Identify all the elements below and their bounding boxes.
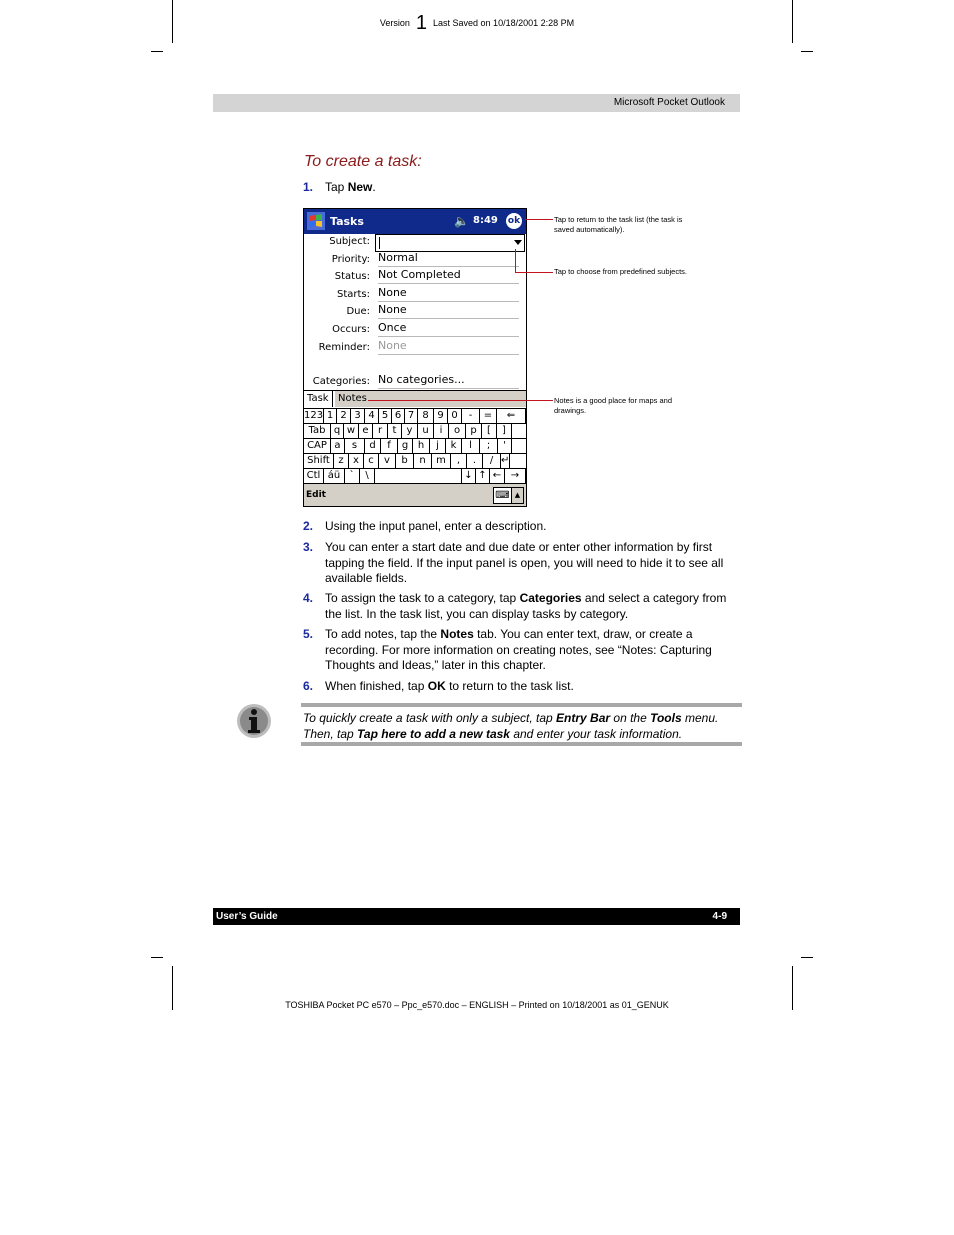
keyboard-key[interactable]: 0 xyxy=(448,409,462,423)
step-1 xyxy=(303,180,743,196)
starts-field[interactable]: None xyxy=(378,286,519,302)
keyboard-key[interactable]: ⇐ xyxy=(497,409,526,423)
field-label-categories: Categories: xyxy=(312,376,370,387)
callout-ok: Tap to return to the task list (the task is saved automatically). xyxy=(554,215,683,234)
keyboard-key[interactable]: - xyxy=(462,409,480,423)
step-number: 6. xyxy=(303,679,314,693)
keyboard-key[interactable]: z xyxy=(334,454,349,468)
priority-field[interactable]: Normal xyxy=(378,251,519,267)
keyboard-key[interactable]: 8 xyxy=(418,409,434,423)
keyboard-row xyxy=(304,409,526,424)
step-3 xyxy=(303,540,743,587)
field-label-starts: Starts: xyxy=(336,289,370,300)
footer-bar xyxy=(213,908,740,925)
keyboard-key[interactable]: k xyxy=(446,439,462,453)
callout-line xyxy=(515,272,553,273)
step-text xyxy=(325,591,743,622)
keyboard-key[interactable]: v xyxy=(379,454,396,468)
text-run: To assign the task to a category, tap xyxy=(325,591,520,605)
field-label-status: Status: xyxy=(334,271,370,282)
running-title: Microsoft Pocket Outlook xyxy=(613,97,725,108)
keyboard-key[interactable]: i xyxy=(434,424,449,438)
step-5 xyxy=(303,627,743,674)
step-text xyxy=(325,679,743,695)
keyboard-row xyxy=(304,454,526,469)
section-title: To create a task: xyxy=(304,153,422,170)
keyboard-key[interactable]: c xyxy=(364,454,379,468)
text-bold: OK xyxy=(427,679,446,693)
crop-mark xyxy=(801,957,813,958)
running-header xyxy=(213,94,740,112)
tab-notes[interactable]: Notes xyxy=(335,391,371,407)
due-field[interactable]: None xyxy=(378,303,519,319)
keyboard-key[interactable]: a xyxy=(331,439,345,453)
info-icon xyxy=(236,703,272,739)
ppc-tab-strip xyxy=(304,390,526,408)
step-text xyxy=(325,519,743,535)
keyboard-key[interactable]: Ctl xyxy=(304,469,324,483)
keyboard-key[interactable]: u xyxy=(418,424,434,438)
keyboard-key[interactable]: . xyxy=(467,454,483,468)
chevron-down-icon[interactable] xyxy=(514,240,522,245)
text-run: When finished, tap xyxy=(325,679,428,693)
keyboard-key[interactable]: 123 xyxy=(304,410,324,421)
step-text: . xyxy=(372,180,376,194)
step-number: 3. xyxy=(303,540,314,554)
text-run: You can enter a start date and due date or enter other information by first tapping the field. If the input panel is open, you will need to hide it to see all available fields. xyxy=(325,540,724,585)
keyboard-key[interactable]: w xyxy=(344,424,359,438)
text-bold: Notes xyxy=(440,627,474,641)
windows-flag-icon[interactable] xyxy=(307,212,325,230)
text-bold: Tap here to add a new task xyxy=(357,727,510,741)
note-rule xyxy=(301,742,742,746)
text-run: Using the input panel, enter a description. xyxy=(325,519,547,533)
version-number: 1 xyxy=(415,12,428,34)
text-run: To quickly create a task with only a subject, tap xyxy=(303,711,557,725)
keyboard-key[interactable]: ` xyxy=(345,469,360,483)
text-run: tab. You can enter text, draw, or create a recording. For more information on creating notes, see “Notes: Capturing Thoughts and Ideas,” later in this chapter. xyxy=(325,627,712,672)
version-label: Version xyxy=(379,18,410,28)
tab-task[interactable]: Task xyxy=(304,391,333,407)
step-6 xyxy=(303,679,743,695)
keyboard-key[interactable]: b xyxy=(396,454,414,468)
keyboard-key[interactable]: ↓ xyxy=(462,469,476,483)
keyboard-row xyxy=(304,424,526,439)
callout-line xyxy=(368,400,553,401)
step-number: 2. xyxy=(303,519,314,533)
keyboard-key[interactable]: = xyxy=(480,409,497,423)
ok-button[interactable]: ok xyxy=(506,213,522,229)
field-label-reminder: Reminder: xyxy=(318,342,370,353)
keyboard-key[interactable]: → xyxy=(505,469,526,483)
keyboard-key[interactable]: CAP xyxy=(304,439,331,453)
text-run: To add notes, tap the xyxy=(325,627,441,641)
keyboard-key[interactable]: s xyxy=(345,439,365,453)
text-run: and select a category from the list. In the task list, you can display tasks by category. xyxy=(325,591,727,621)
keyboard-key[interactable]: Tab xyxy=(304,424,331,438)
speaker-icon[interactable]: 🔈 xyxy=(454,214,469,228)
text-run: and enter your task information. xyxy=(509,727,683,741)
soft-keyboard xyxy=(304,408,526,483)
field-label-priority: Priority: xyxy=(331,254,370,265)
keyboard-key[interactable]: e xyxy=(359,424,373,438)
status-field[interactable]: Not Completed xyxy=(378,268,519,284)
keyboard-key[interactable]: ] xyxy=(497,424,512,438)
keyboard-key[interactable]: d xyxy=(365,439,381,453)
note-rule xyxy=(301,703,742,707)
footer-left: User’s Guide xyxy=(216,911,278,922)
keyboard-key[interactable]: ↑ xyxy=(476,469,490,483)
text-bold: Categories xyxy=(519,591,582,605)
keyboard-key[interactable]: g xyxy=(398,439,413,453)
keyboard-key[interactable]: h xyxy=(413,439,430,453)
text-run: on the xyxy=(610,711,651,725)
keyboard-key[interactable]: t xyxy=(388,424,402,438)
keyboard-key[interactable]: 7 xyxy=(405,409,418,423)
text-run: to return to the task list. xyxy=(445,679,574,693)
keyboard-key[interactable]: x xyxy=(349,454,364,468)
subject-dropdown[interactable] xyxy=(375,234,525,252)
input-panel-arrow-icon[interactable]: ▲ xyxy=(511,487,524,504)
callout-subject: Tap to choose from predefined subjects. xyxy=(554,267,687,276)
reminder-field[interactable]: None xyxy=(378,339,519,355)
step-number: 1. xyxy=(303,180,314,194)
keyboard-key[interactable]: áü xyxy=(324,469,345,483)
keyboard-key[interactable]: ; xyxy=(480,439,498,453)
keyboard-key[interactable]: 1 xyxy=(324,409,337,423)
field-label-subject: Subject: xyxy=(329,236,370,247)
keyboard-key[interactable]: 3 xyxy=(351,409,365,423)
keyboard-key[interactable]: Shift xyxy=(304,454,334,468)
ppc-titlebar xyxy=(304,209,526,234)
keyboard-key[interactable]: [ xyxy=(482,424,497,438)
ppc-app-title: Tasks xyxy=(330,215,364,228)
edit-menu[interactable]: Edit xyxy=(306,490,326,500)
keyboard-key[interactable]: q xyxy=(331,424,344,438)
keyboard-key[interactable]: 6 xyxy=(392,409,405,423)
field-label-due: Due: xyxy=(346,306,370,317)
callout-notes: Notes is a good place for maps and drawings. xyxy=(554,396,672,415)
keyboard-key[interactable]: f xyxy=(381,439,398,453)
note-text xyxy=(303,710,743,742)
step-text xyxy=(325,540,743,587)
keyboard-key[interactable]: n xyxy=(414,454,432,468)
keyboard-key[interactable]: y xyxy=(402,424,418,438)
step-4 xyxy=(303,591,743,622)
last-saved: Last Saved on 10/18/2001 2:28 PM xyxy=(433,18,575,28)
step-text-bold: New xyxy=(347,180,373,194)
crop-mark xyxy=(801,51,813,52)
step-2 xyxy=(303,519,743,535)
text-bold: Entry Bar xyxy=(556,711,611,725)
pocketpc-screenshot xyxy=(303,208,527,507)
keyboard-icon[interactable]: ⌨ xyxy=(493,487,512,504)
keyboard-key[interactable]: 4 xyxy=(365,409,379,423)
key-space[interactable] xyxy=(375,469,462,483)
categories-field[interactable]: No categories... xyxy=(378,373,519,389)
keyboard-key[interactable]: p xyxy=(466,424,482,438)
keyboard-key[interactable]: ← xyxy=(490,469,505,483)
keyboard-key[interactable]: o xyxy=(449,424,466,438)
step-number: 4. xyxy=(303,591,314,605)
crop-mark xyxy=(151,51,163,52)
ppc-clock[interactable]: 8:49 xyxy=(473,215,498,226)
page-number: 4-9 xyxy=(712,911,727,922)
keyboard-key[interactable]: 2 xyxy=(337,409,351,423)
callout-line xyxy=(525,219,553,220)
ppc-menubar xyxy=(304,483,526,507)
field-label-occurs: Occurs: xyxy=(332,324,370,335)
step-text: Tap xyxy=(325,180,348,194)
keyboard-key[interactable]: , xyxy=(451,454,467,468)
keyboard-key[interactable]: r xyxy=(373,424,388,438)
text-bold: Tools xyxy=(650,711,682,725)
step-text xyxy=(325,627,743,674)
keyboard-row xyxy=(304,439,526,454)
keyboard-key[interactable]: ↵ xyxy=(501,455,510,466)
tab-strip-fill xyxy=(368,391,526,407)
keyboard-key[interactable]: j xyxy=(430,439,446,453)
version-line xyxy=(0,12,954,35)
keyboard-row xyxy=(304,469,526,484)
keyboard-key[interactable]: 5 xyxy=(379,409,392,423)
step-number: 5. xyxy=(303,627,314,641)
keyboard-key[interactable]: \ xyxy=(360,469,375,483)
keyboard-key[interactable]: 9 xyxy=(434,409,448,423)
crop-mark xyxy=(151,957,163,958)
keyboard-key[interactable]: / xyxy=(483,454,501,468)
text-run: menu. Then, tap xyxy=(303,711,719,741)
callout-line xyxy=(515,249,516,272)
keyboard-key[interactable]: l xyxy=(462,439,480,453)
print-line: TOSHIBA Pocket PC e570 – Ppc_e570.doc – ENGLISH – Printed on 10/18/2001 as 01_GENUK xyxy=(285,1000,669,1010)
keyboard-key[interactable]: m xyxy=(432,454,451,468)
occurs-field[interactable]: Once xyxy=(378,321,519,337)
text-caret xyxy=(379,237,380,249)
keyboard-key[interactable]: ' xyxy=(498,439,512,453)
